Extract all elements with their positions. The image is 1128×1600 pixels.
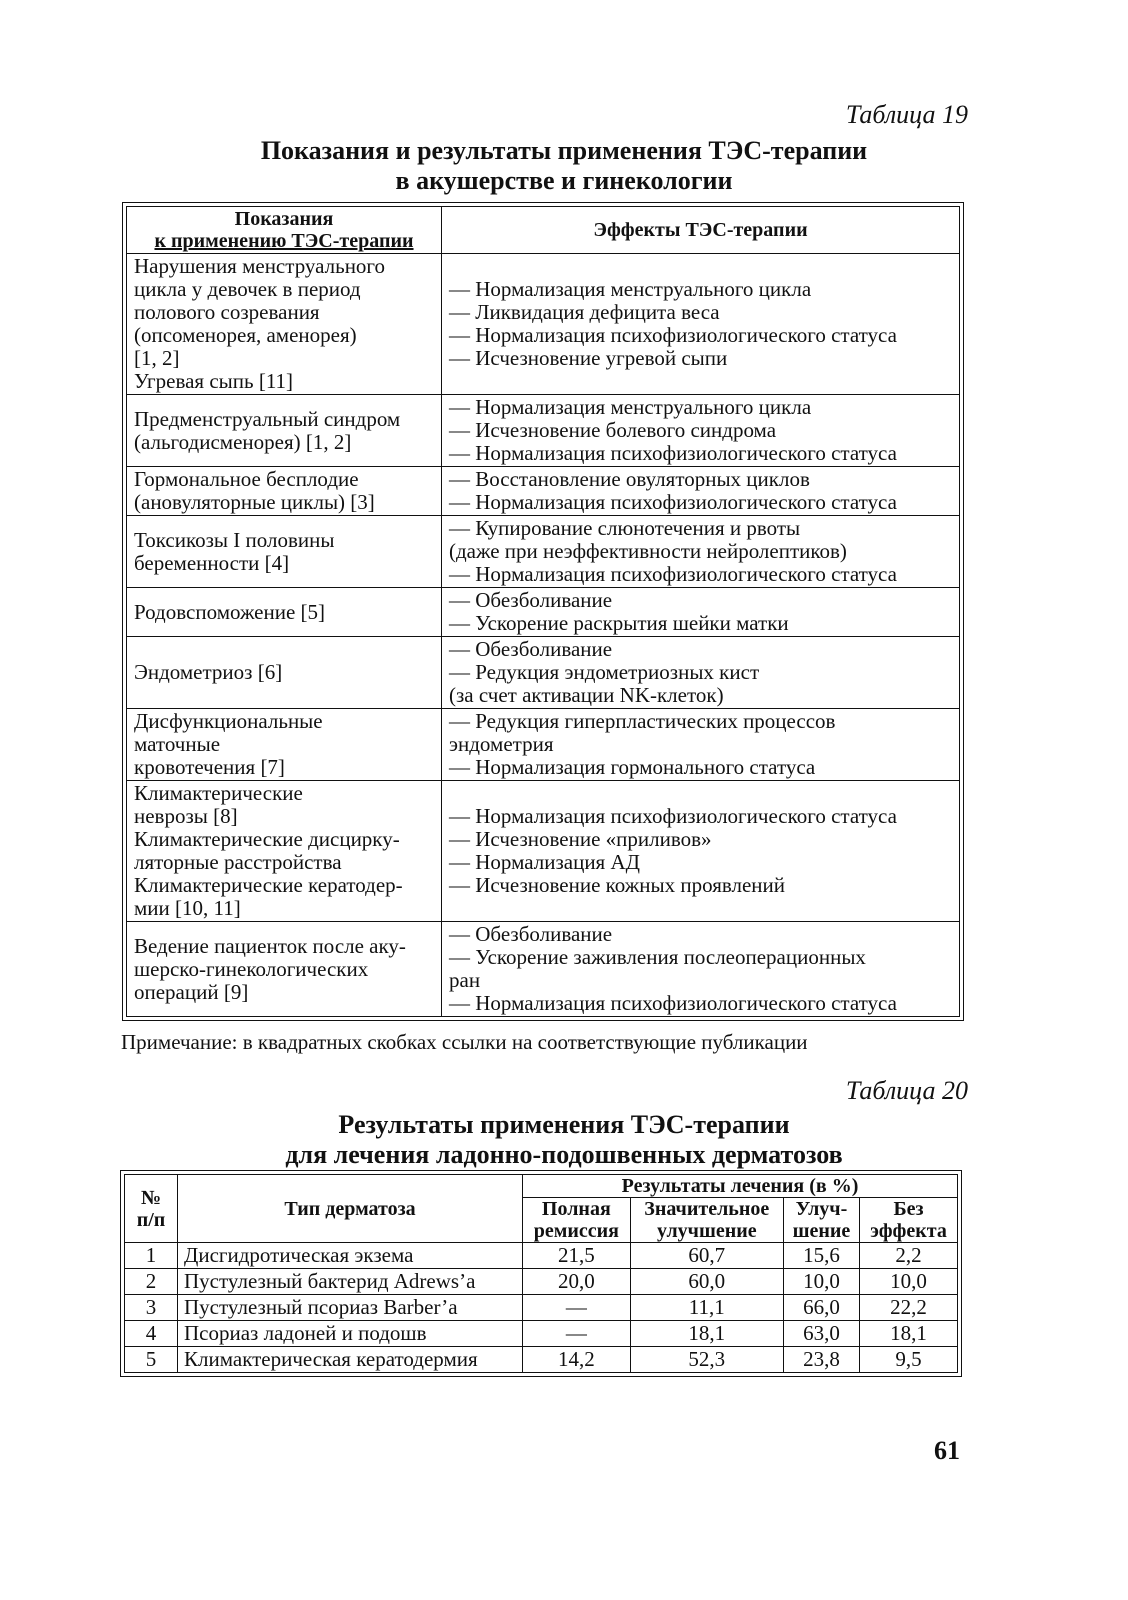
table20-row — [125, 1295, 958, 1321]
subheader-significant-improvement — [630, 1198, 783, 1243]
effect-line: — Ликвидация дефицита веса — [449, 300, 720, 324]
table19-body — [127, 254, 960, 1017]
no-effect-cell: 9,5 — [860, 1347, 958, 1373]
significant-improvement-cell: 18,1 — [630, 1321, 783, 1347]
header-num-line1: № — [140, 1186, 162, 1209]
effect-cell — [442, 467, 960, 516]
table20-caption: Таблица 20 — [845, 1076, 968, 1105]
effect-line: — Исчезновение «приливов» — [449, 827, 712, 851]
table20-header-type: Тип дерматоза — [178, 1175, 523, 1243]
indication-line: маточные — [134, 732, 221, 756]
table19-header-indications — [127, 207, 442, 254]
effect-cell — [442, 588, 960, 637]
header-indications-line1: Показания — [234, 208, 334, 230]
table20-title — [0, 1110, 1128, 1170]
effect-line: ран — [449, 968, 481, 992]
indication-cell — [127, 588, 442, 637]
indication-line: Климактерические дисцирку- — [134, 827, 400, 851]
effect-line: — Нормализация психофизиологического статуса — [449, 441, 897, 465]
effect-line: — Нормализация психофизиологического статуса — [449, 562, 897, 586]
effect-line: — Нормализация психофизиологического статуса — [449, 323, 897, 347]
table19-title — [0, 136, 1128, 196]
indication-line: Климактерические кератодер- — [134, 873, 403, 897]
table19 — [126, 206, 960, 1017]
subheader-significant-line2: улучшение — [656, 1220, 757, 1242]
effect-line: (даже при неэффективности нейролептиков) — [449, 539, 847, 563]
table20-header-num — [125, 1175, 178, 1243]
row-number-cell: 3 — [125, 1295, 178, 1321]
subheader-improvement-line1: Улуч- — [795, 1198, 848, 1220]
indication-line: (ановуляторные циклы) [3] — [134, 490, 375, 514]
indication-line: операций [9] — [134, 979, 249, 1004]
indication-line: (опсоменорея, аменорея) — [134, 323, 357, 347]
row-number-cell: 5 — [125, 1347, 178, 1373]
effect-cell — [442, 254, 960, 395]
dermatosis-type-cell: Псориаз ладоней и подошв — [178, 1321, 523, 1347]
table19-row — [127, 516, 960, 588]
no-effect-cell: 10,0 — [860, 1269, 958, 1295]
effect-line: — Нормализация психофизиологического статуса — [449, 991, 897, 1015]
table19-note: Примечание: в квадратных скобках ссылки на соответствующие публикации — [121, 1030, 808, 1054]
effect-line: — Обезболивание — [449, 922, 613, 946]
full-remission-cell: 20,0 — [523, 1269, 631, 1295]
effect-line: — Исчезновение болевого синдрома — [449, 418, 777, 442]
indication-cell — [127, 709, 442, 781]
full-remission-cell: 21,5 — [523, 1243, 631, 1269]
indication-line: Угревая сыпь [11] — [134, 369, 294, 393]
effect-line: — Нормализация менструального цикла — [449, 277, 812, 301]
indication-cell — [127, 254, 442, 395]
effect-line: — Исчезновение кожных проявлений — [449, 873, 786, 897]
header-indications-line2: к применению ТЭС-терапии — [154, 230, 414, 252]
indication-line: Ведение пациенток после аку- — [134, 933, 406, 958]
indication-cell — [127, 395, 442, 467]
significant-improvement-cell: 60,0 — [630, 1269, 783, 1295]
significant-improvement-cell: 60,7 — [630, 1243, 783, 1269]
indication-line: цикла у девочек в период — [134, 277, 361, 301]
improvement-cell: 10,0 — [783, 1269, 859, 1295]
effect-line: — Редукция гиперпластических процессов — [449, 709, 836, 733]
effect-cell — [442, 781, 960, 922]
table20-title-line2: для лечения ладонно-подошвенных дерматозов — [285, 1140, 843, 1169]
effect-line: — Нормализация менструального цикла — [449, 395, 812, 419]
indication-line: шерско-гинекологических — [134, 956, 369, 981]
indication-cell — [127, 516, 442, 588]
row-number-cell: 1 — [125, 1243, 178, 1269]
indication-cell — [127, 922, 442, 1017]
dermatosis-type-cell: Дисгидротическая экзема — [178, 1243, 523, 1269]
improvement-cell: 23,8 — [783, 1347, 859, 1373]
significant-improvement-cell: 52,3 — [630, 1347, 783, 1373]
table19-header-row — [127, 207, 960, 254]
effect-line: — Обезболивание — [449, 637, 613, 661]
indication-cell — [127, 637, 442, 709]
significant-improvement-cell: 11,1 — [630, 1295, 783, 1321]
improvement-cell: 63,0 — [783, 1321, 859, 1347]
indication-line: Эндометриоз [6] — [134, 660, 283, 684]
indication-line: Токсикозы I половины — [134, 527, 335, 552]
page-number: 61 — [934, 1436, 960, 1465]
table19-title-line1: Показания и результаты применения ТЭС-терапии — [260, 136, 868, 165]
indication-cell — [127, 467, 442, 516]
full-remission-cell: — — [523, 1295, 631, 1321]
table19-title-line2: в акушерстве и гинекологии — [395, 166, 733, 195]
table20-row — [125, 1321, 958, 1347]
header-num-line2: п/п — [136, 1208, 166, 1231]
row-number-cell: 4 — [125, 1321, 178, 1347]
no-effect-cell: 2,2 — [860, 1243, 958, 1269]
effect-line: — Нормализация психофизиологического статуса — [449, 490, 897, 514]
dermatosis-type-cell: Климактерическая кератодермия — [178, 1347, 523, 1373]
dermatosis-type-cell: Пустулезный бактерид Adrews’a — [178, 1269, 523, 1295]
table19-caption: Таблица 19 — [845, 100, 968, 129]
subheader-full-remission — [523, 1198, 631, 1243]
table20-body — [125, 1243, 958, 1373]
subheader-improvement-line2: шение — [792, 1220, 851, 1242]
effect-line: — Ускорение заживления послеоперационных — [449, 945, 866, 969]
table20-header-results: Результаты лечения (в %) — [523, 1175, 958, 1198]
effect-cell — [442, 516, 960, 588]
indication-line: кровотечения [7] — [134, 755, 285, 779]
indication-cell — [127, 781, 442, 922]
full-remission-cell: 14,2 — [523, 1347, 631, 1373]
effect-line: — Исчезновение угревой сыпи — [449, 346, 728, 370]
table19-row — [127, 254, 960, 395]
subheader-none-line2: эффекта — [870, 1220, 947, 1242]
subheader-full-line2: ремиссия — [533, 1220, 619, 1242]
indication-line: Дисфункциональные — [134, 709, 323, 733]
subheader-no-effect — [860, 1198, 958, 1243]
subheader-none-line1: Без — [893, 1198, 924, 1220]
effect-line: — Нормализация гормонального статуса — [449, 755, 816, 779]
table19-row — [127, 637, 960, 709]
table20-title-line1: Результаты применения ТЭС-терапии — [338, 1110, 790, 1139]
dermatosis-type-cell: Пустулезный псориаз Barber’a — [178, 1295, 523, 1321]
effect-line: — Редукция эндометриозных кист — [449, 660, 760, 684]
effect-line: — Ускорение раскрытия шейки матки — [449, 611, 789, 635]
no-effect-cell: 22,2 — [860, 1295, 958, 1321]
effect-line: (за счет активации NK-клеток) — [449, 683, 724, 707]
effect-line: — Нормализация психофизиологического статуса — [449, 804, 897, 828]
effect-line: — Купирование слюнотечения и рвоты — [449, 516, 801, 540]
indication-line: [1, 2] — [134, 346, 180, 370]
effect-line: — Нормализация АД — [449, 850, 640, 874]
effect-cell — [442, 637, 960, 709]
table19-row — [127, 781, 960, 922]
effect-cell — [442, 709, 960, 781]
no-effect-cell: 18,1 — [860, 1321, 958, 1347]
indication-line: полового созревания — [134, 300, 320, 324]
indication-line: неврозы [8] — [134, 804, 238, 828]
improvement-cell: 66,0 — [783, 1295, 859, 1321]
subheader-full-line1: Полная — [541, 1198, 611, 1220]
row-number-cell: 2 — [125, 1269, 178, 1295]
table20-row — [125, 1269, 958, 1295]
full-remission-cell: — — [523, 1321, 631, 1347]
indication-line: Гормональное бесплодие — [134, 467, 359, 491]
table19-row — [127, 922, 960, 1017]
effect-line: — Обезболивание — [449, 588, 613, 612]
table19-header-effects: Эффекты ТЭС-терапии — [442, 207, 960, 254]
indication-line: Предменструальный синдром — [134, 406, 401, 431]
table20-row — [125, 1347, 958, 1373]
table20 — [124, 1174, 958, 1373]
subheader-significant-line1: Значительное — [644, 1198, 770, 1220]
indication-line: Родовспоможение [5] — [134, 599, 326, 624]
effect-line: эндометрия — [449, 732, 554, 756]
table20-header-row1 — [125, 1175, 958, 1198]
table19-row — [127, 588, 960, 637]
table19-row — [127, 467, 960, 516]
effect-cell — [442, 922, 960, 1017]
improvement-cell: 15,6 — [783, 1243, 859, 1269]
effect-line: — Восстановление овуляторных циклов — [449, 467, 810, 491]
indication-line: Нарушения менструального — [134, 254, 386, 278]
indication-line: ляторные расстройства — [134, 850, 342, 874]
indication-line: (альгодисменорея) [1, 2] — [134, 429, 352, 454]
table19-row — [127, 395, 960, 467]
table20-row — [125, 1243, 958, 1269]
subheader-improvement — [783, 1198, 859, 1243]
table19-row — [127, 709, 960, 781]
indication-line: беременности [4] — [134, 550, 290, 575]
indication-line: Климактерические — [134, 781, 303, 805]
effect-cell — [442, 395, 960, 467]
indication-line: мии [10, 11] — [134, 896, 241, 920]
